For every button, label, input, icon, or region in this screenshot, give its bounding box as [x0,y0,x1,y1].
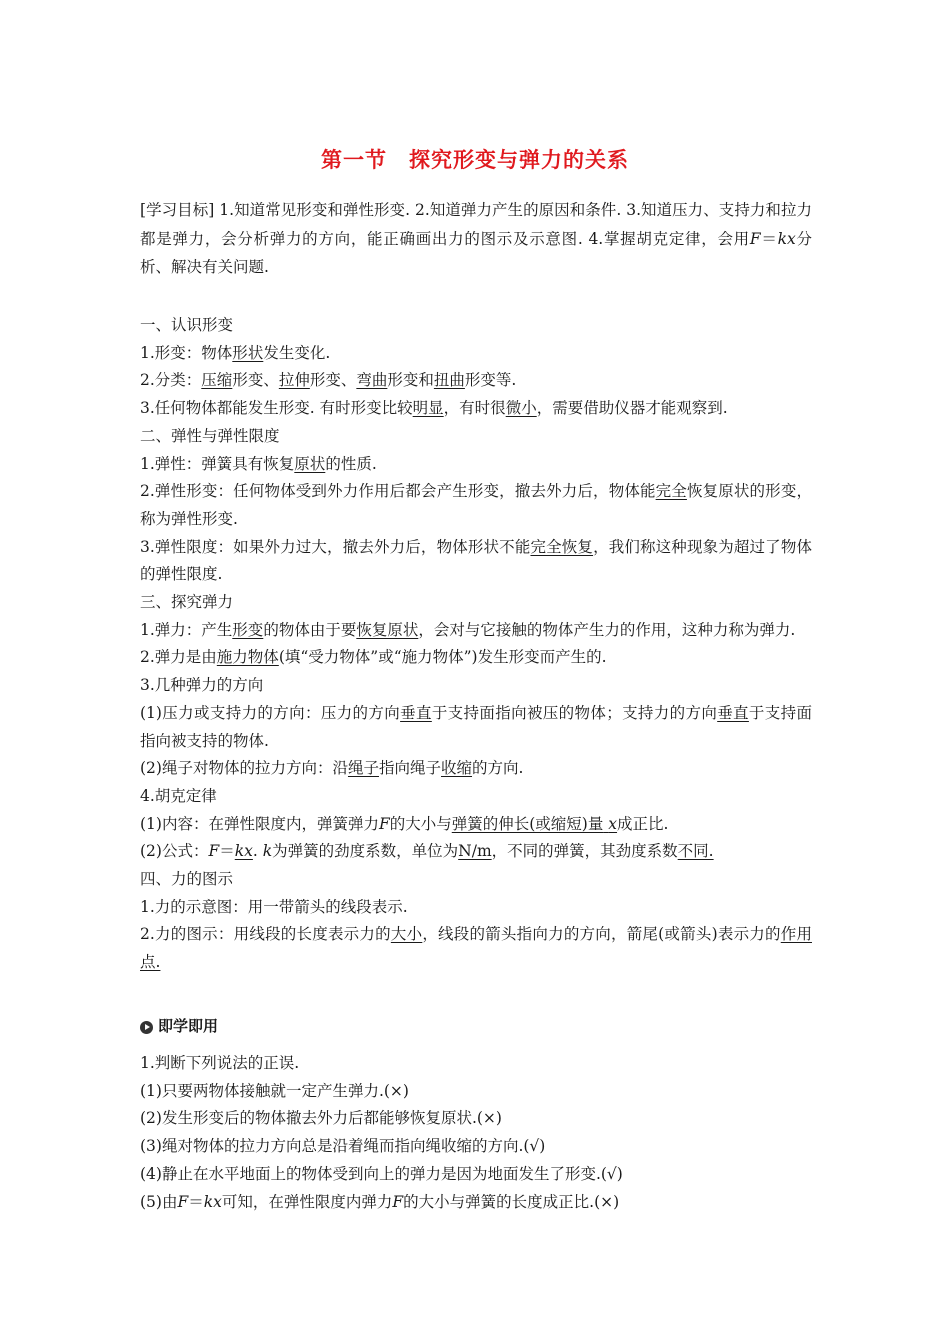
text: (2)绳子对物体的拉力方向：沿 [140,759,348,778]
text: . [252,842,263,861]
practice-item-1: (1)只要两物体接触就一定产生弹力.(×) [140,1081,409,1100]
answer-blank: 形变 [232,620,264,639]
s4-line-1: 1.力的示意图：用一带箭头的线段表示. [140,897,408,916]
text: 的方向. [472,759,524,778]
text: ，不同的弹簧，其劲度系数 [491,842,678,861]
text: 的大小与弹簧的长度成正比.(×) [403,1192,620,1211]
s3-line-8 [140,838,812,866]
answer-blank: 弯曲 [356,371,388,390]
var-x: x [608,814,618,833]
text: ，需要借助仪器才能观察到. [536,399,728,418]
s4-para-2 [140,921,812,976]
text: ，会对与它接触的物体产生力的作用，这种力称为弹力. [418,620,796,639]
text: 为弹簧的劲度系数，单位为 [272,842,459,861]
text: ＝ [219,842,235,861]
answer-blank: 压缩 [201,371,233,390]
text: 于支持面指向被压的物体；支持力的方向 [431,703,718,722]
s1-line-2 [140,367,812,395]
practice-heading [140,1014,812,1040]
text: 的性质. [325,454,377,473]
section-heading-3: 三、探究弹力 [140,593,234,612]
answer-blank: 作用点. [140,925,812,972]
practice-item-4: (4)静止在水平地面上的物体受到向上的弹力是因为地面发生了形变.(√) [140,1164,623,1183]
answer-blank: 微小 [505,399,537,418]
practice-item-3: (3)绳对物体的拉力方向总是沿着绳而指向绳收缩的方向.(√) [140,1137,546,1156]
text: 可知，在弹性限度内弹力 [221,1192,393,1211]
text: 3.弹性限度：如果外力过大，撤去外力后，物体形状不能 [140,537,531,556]
var-k: k [262,842,273,861]
practice-item-2: (2)发生形变后的物体撤去外力后都能够恢复原状.(×) [140,1109,502,1128]
text: (填“受力物体”或“施力物体”)发生形变而产生的. [278,648,607,667]
content-body [140,306,812,977]
var-F: F [378,814,390,833]
answer-blank: 恢复原状 [356,620,419,639]
text: ，线段的箭头指向力的方向，箭尾(或箭头)表示力的 [422,925,781,944]
answer-blank: 垂直 [717,703,749,722]
text: 指向绳子 [378,759,441,778]
text: (5)由 [140,1192,178,1211]
text: 形变、 [232,371,279,390]
practice-section [140,1014,812,1216]
s3-line-6: 4.胡克定律 [140,786,217,805]
play-bullet-icon [140,1021,153,1034]
answer-blank: 绳子 [347,759,379,778]
s3-line-2 [140,644,812,672]
learning-goals [140,196,812,282]
page-title: 第一节 探究形变与弹力的关系 [321,148,629,172]
text: 于支持面指向被支持的物体. [140,703,812,750]
formula-eq: ＝ [760,229,778,248]
s1-line-3 [140,395,812,423]
s2-line-1 [140,451,812,479]
var-kx: kx [234,842,253,861]
section-heading-1: 一、认识形变 [140,316,234,334]
text: ，我们称这种现象为超过了物体的弹性限度. [140,537,812,584]
text: 的大小与 [389,814,452,833]
text: 弹簧的伸长(或缩短)量 [451,814,604,833]
answer-blank: 拉伸 [278,371,310,390]
answer-blank: N/m [458,842,492,861]
practice-question: 1.判断下列说法的正误. [140,1054,300,1072]
text: 1.弹力：产生 [140,620,233,639]
text: 2.弹性形变：任何物体受到外力作用后都会产生形变，撤去外力后，物体能 [140,482,656,501]
s3-para-1 [140,617,812,645]
s3-line-7 [140,811,812,839]
text: (1)内容：在弹性限度内，弹簧弹力 [140,814,379,833]
text: 1.弹性：弹簧具有恢复 [140,454,295,473]
answer-blank [452,815,617,833]
s2-para-2 [140,478,812,533]
section-heading-2: 二、弹性与弹性限度 [140,426,280,445]
formula-kx: kx [777,229,796,248]
formula-F: F [749,229,761,248]
text: 形变和 [387,371,434,390]
var-F: F [177,1192,189,1211]
goals-text-end: 分析、解决有关问题. [140,229,812,276]
text: 形变、 [309,371,357,390]
text: 2.弹力是由 [140,648,217,667]
text: 1.形变：物体 [140,343,233,362]
answer-blank [235,842,253,860]
answer-blank: 形状 [232,343,264,362]
text: 2.分类： [140,371,202,390]
text: 2.力的图示：用线段的长度表示力的 [140,925,391,944]
answer-blank: 垂直 [400,703,432,722]
text: 形变等. [464,371,517,390]
practice-item-5 [140,1189,812,1217]
s2-para-3 [140,534,812,589]
s3-para-4 [140,700,812,755]
s1-line-1 [140,340,812,368]
text: 的物体由于要 [263,620,357,639]
text: 3.任何物体都能发生形变. 有时形变比较 [140,399,413,418]
s3-line-3: 3.几种弹力的方向 [140,676,264,695]
text: 恢复原状的形变，称为弹性形变. [140,482,812,528]
answer-blank: 收缩 [441,759,473,778]
section-heading-4: 四、力的图示 [140,870,234,889]
answer-blank: 完全恢复 [530,537,594,556]
answer-blank: 不同. [677,842,714,861]
text: ＝ [188,1192,204,1211]
var-kx: kx [203,1192,222,1211]
answer-blank: 明显 [412,399,444,418]
goals-text: [学习目标] 1.知道常见形变和弹性形变. 2.知道弹力产生的原因和条件. 3.知道压力、支持力和拉力都是弹力，会分析弹力的方向，能正确画出力的图示及示意图. 4.掌握胡克定律，会用 [140,201,812,248]
s3-line-5 [140,755,812,783]
answer-blank: 原状 [294,454,326,473]
answer-blank: 扭曲 [433,371,465,390]
var-F: F [392,1192,404,1211]
answer-blank: 完全 [655,482,687,501]
answer-blank: 施力物体 [216,648,279,667]
var-F: F [208,842,220,861]
text: (1)压力或支持力的方向：压力的方向 [140,703,401,722]
practice-heading-text: 即学即用 [158,1017,219,1036]
text: 发生变化. [263,343,331,362]
text: ，有时很 [443,399,506,418]
text: 成正比. [617,814,669,833]
text: (2)公式： [140,842,209,861]
answer-blank: 大小 [390,925,423,944]
